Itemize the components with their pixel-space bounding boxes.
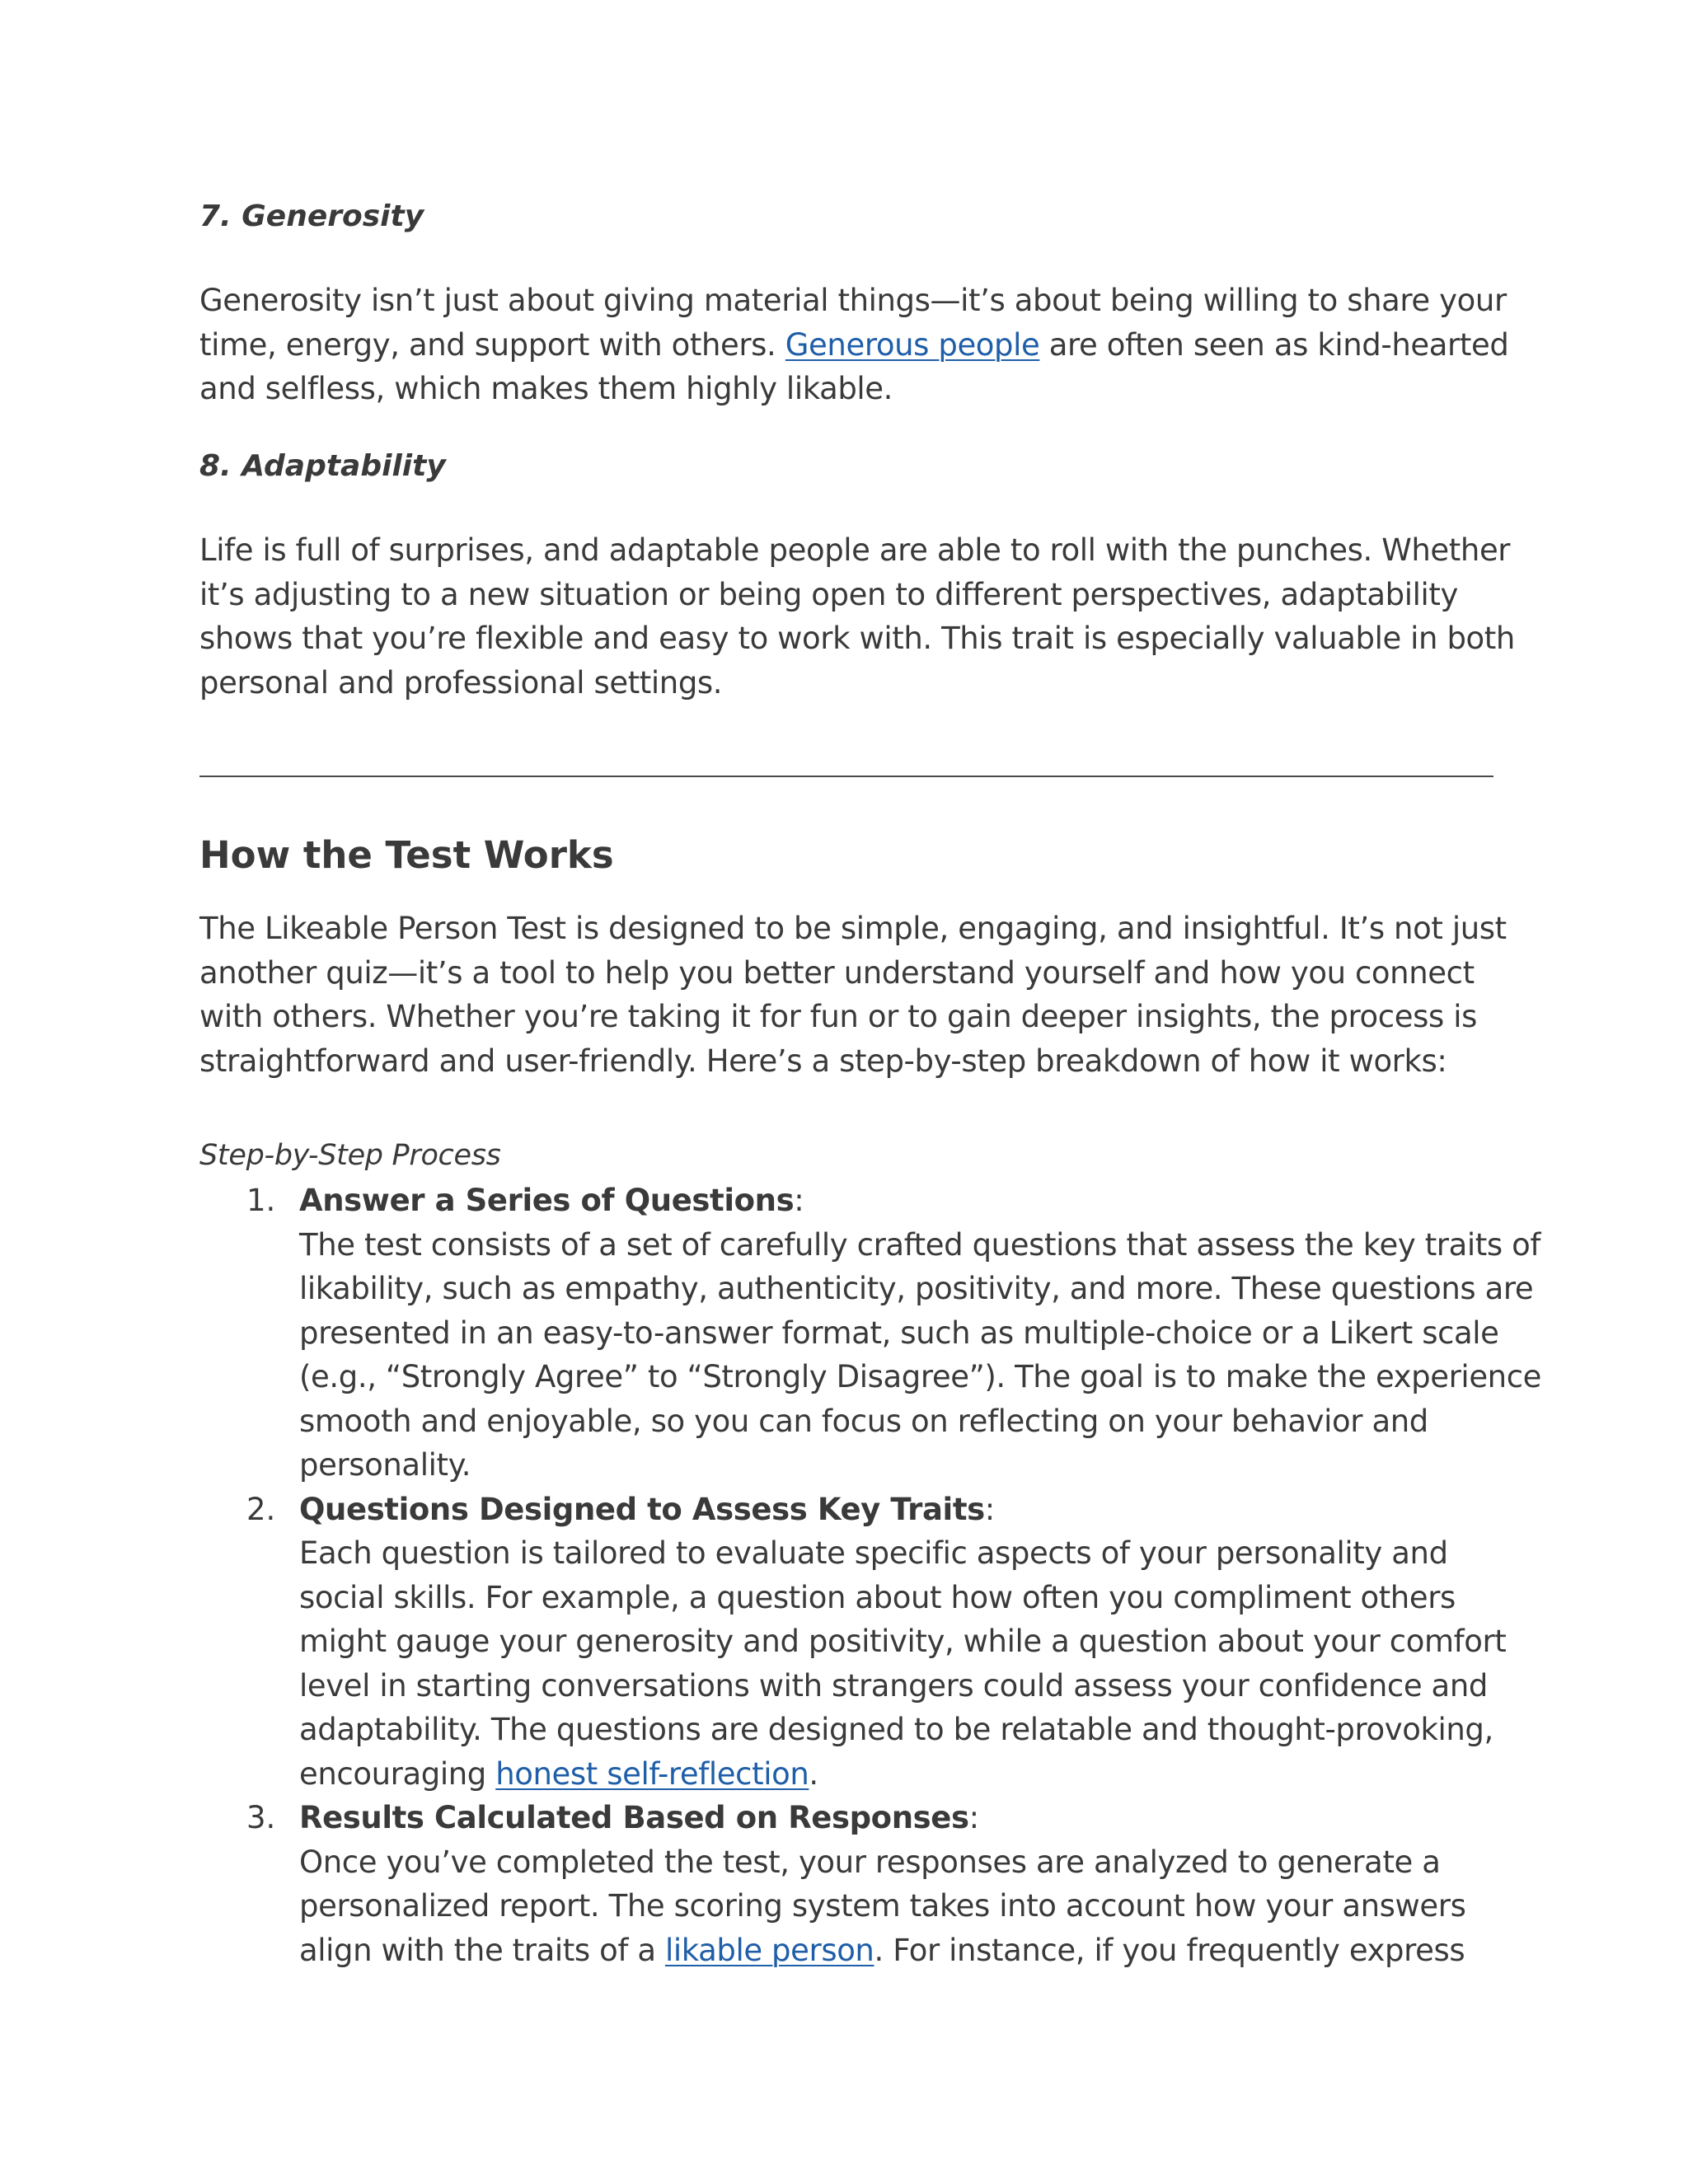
paragraph-line: it’s adjusting to a new situation or being open to different perspectives, adaptability xyxy=(199,576,1458,612)
list-item-line: social skills. For example, a question about how often you compliment others xyxy=(299,1579,1456,1615)
list-item-line: Once you’ve completed the test, your responses are analyzed to generate a xyxy=(299,1844,1441,1880)
list-item xyxy=(199,1488,1507,1797)
list-item-line: adaptability. The questions are designed to be relatable and thought-provoking, xyxy=(299,1712,1493,1747)
list-item-title: Results Calculated Based on Responses xyxy=(299,1800,969,1835)
paragraph-line: The Likeable Person Test is designed to be simple, engaging, and insightful. It’s not just xyxy=(199,911,1507,946)
list-item-title-line: Questions Designed to Assess Key Traits: xyxy=(299,1491,995,1527)
list-item-title-line: Results Calculated Based on Responses: xyxy=(299,1800,979,1835)
generous-people-link[interactable]: Generous people xyxy=(785,326,1040,363)
list-item-line: presented in an easy-to-answer format, such as multiple-choice or a Likert scale xyxy=(299,1315,1499,1351)
list-item xyxy=(199,1179,1542,1488)
honest-self-reflection-link[interactable]: honest self-reflection xyxy=(495,1755,809,1792)
paragraph-line: Generosity isn’t just about giving material things—it’s about being willing to share your xyxy=(199,283,1507,318)
steps-list xyxy=(199,1179,1542,1972)
section-title: How the Test Works xyxy=(199,833,614,877)
paragraph-adaptability xyxy=(199,528,1515,705)
list-item-body xyxy=(299,1179,1542,1488)
list-item-title: Questions Designed to Assess Key Traits xyxy=(299,1491,985,1527)
text-run: are often seen as kind-hearted xyxy=(1039,326,1509,363)
list-item xyxy=(199,1796,1493,1972)
list-item-body xyxy=(299,1488,1507,1797)
paragraph-line xyxy=(199,323,1509,368)
paragraph-line: another quiz—it’s a tool to help you better understand yourself and how you connect xyxy=(199,954,1475,991)
paragraph-intro xyxy=(199,907,1507,1083)
process-label: Step-by-Step Process xyxy=(199,1139,501,1172)
list-item-line: The test consists of a set of carefully crafted questions that assess the key traits of xyxy=(299,1226,1540,1263)
list-item-line: might gauge your generosity and positivity, while a question about your comfort xyxy=(299,1624,1507,1659)
text-run: . For instance, if you frequently express xyxy=(874,1932,1465,1968)
paragraph-line: Life is full of surprises, and adaptable people are able to roll with the punches. Whether xyxy=(199,532,1511,568)
list-item-line xyxy=(299,1929,1493,1973)
list-item-line: smooth and enjoyable, so you can focus on reflecting on your behavior and xyxy=(299,1403,1428,1439)
text-run: align with the traits of a xyxy=(299,1932,665,1968)
list-item-title-line: Answer a Series of Questions: xyxy=(299,1183,804,1218)
text-run: time, energy, and support with others. xyxy=(199,326,785,363)
list-item-body xyxy=(299,1796,1493,1972)
paragraph-line: and selfless, which makes them highly likable. xyxy=(199,371,893,406)
heading-generosity: 7. Generosity xyxy=(199,199,424,233)
heading-adaptability: 8. Adaptability xyxy=(199,449,446,483)
paragraph-generosity xyxy=(199,279,1509,411)
list-item-line: (e.g., “Strongly Agree” to “Strongly Disagree”). The goal is to make the experience xyxy=(299,1359,1542,1394)
list-item-line: level in starting conversations with strangers could assess your confidence and xyxy=(299,1667,1488,1704)
list-item-line xyxy=(299,1752,1493,1797)
paragraph-line: with others. Whether you’re taking it for fun or to gain deeper insights, the process is xyxy=(199,999,1477,1034)
text-run: . xyxy=(809,1755,818,1792)
paragraph-line: personal and professional settings. xyxy=(199,664,723,701)
list-number: 1. xyxy=(246,1183,276,1218)
list-number: 3. xyxy=(246,1800,276,1835)
list-item-line: personality. xyxy=(299,1447,471,1483)
list-number: 2. xyxy=(246,1491,276,1527)
list-item-line: Each question is tailored to evaluate specific aspects of your personality and xyxy=(299,1535,1448,1571)
likable-person-link[interactable]: likable person xyxy=(664,1932,874,1968)
list-item-line: likability, such as empathy, authenticity, positivity, and more. These questions are xyxy=(299,1271,1534,1306)
paragraph-line: shows that you’re flexible and easy to work with. This trait is especially valuable in both xyxy=(199,621,1515,656)
list-item-line: personalized report. The scoring system takes into account how your answers xyxy=(299,1888,1466,1924)
paragraph-line: straightforward and user-friendly. Here’s a step-by-step breakdown of how it works: xyxy=(199,1043,1447,1079)
list-item-title: Answer a Series of Questions xyxy=(299,1183,795,1218)
horizontal-divider xyxy=(199,776,1493,777)
text-run: encouraging xyxy=(299,1755,496,1792)
